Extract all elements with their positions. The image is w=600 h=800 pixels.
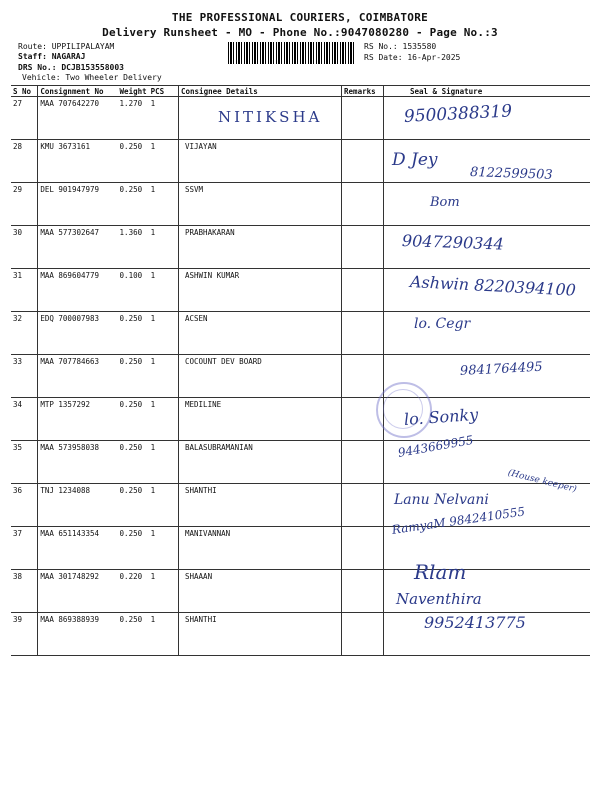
handwritten-consignee-27: NITIKSHA xyxy=(218,108,323,126)
cell-consignee: SHANTHI xyxy=(179,613,342,656)
signature-32: lo. Cegr xyxy=(414,316,471,332)
rs-number: RS No.: 1535580 xyxy=(364,42,437,51)
cell-sno: 31 xyxy=(11,269,38,312)
signature-36-note: (House keeper) xyxy=(506,468,578,495)
cell-sno: 39 xyxy=(11,613,38,656)
cell-remarks xyxy=(342,613,384,656)
cell-consignee: ACSEN xyxy=(179,312,342,355)
cell-consignment: MTP 1357292 xyxy=(38,398,118,441)
cell-consignee: PRABHAKARAN xyxy=(179,226,342,269)
drs-number: DRS No.: DCJB153558003 xyxy=(18,63,124,72)
signature-39-name: Naventhira xyxy=(396,590,482,608)
col-consignee: Consignee Details xyxy=(179,86,342,97)
cell-consignment: MAA 707784663 xyxy=(38,355,118,398)
cell-remarks xyxy=(342,441,384,484)
cell-pcs: 1 xyxy=(149,613,179,656)
cell-sno: 33 xyxy=(11,355,38,398)
cell-signature xyxy=(383,183,590,226)
cell-weight: 0.250 xyxy=(118,613,149,656)
cell-pcs: 1 xyxy=(149,398,179,441)
table-header-row xyxy=(11,86,590,97)
signature-37: RamyaM 9842410555 xyxy=(391,504,526,537)
cell-sno: 32 xyxy=(11,312,38,355)
cell-consignee: MANIVANNAN xyxy=(179,527,342,570)
cell-sno: 28 xyxy=(11,140,38,183)
table-row xyxy=(11,183,590,226)
cell-consignment: MAA 869604779 xyxy=(38,269,118,312)
cell-remarks xyxy=(342,355,384,398)
cell-consignment: EDQ 700007983 xyxy=(38,312,118,355)
cell-remarks xyxy=(342,97,384,140)
signature-29: Bom xyxy=(430,195,460,210)
cell-consignee: SSVM xyxy=(179,183,342,226)
cell-remarks xyxy=(342,570,384,613)
cell-consignment: MAA 651143354 xyxy=(38,527,118,570)
cell-pcs: 1 xyxy=(149,183,179,226)
cell-consignment: MAA 869388939 xyxy=(38,613,118,656)
cell-sno: 37 xyxy=(11,527,38,570)
vehicle: Vehicle: Two Wheeler Delivery xyxy=(22,73,162,82)
cell-consignee: COCOUNT DEV BOARD xyxy=(179,355,342,398)
table-row xyxy=(11,398,590,441)
table-row xyxy=(11,441,590,484)
cell-weight: 0.250 xyxy=(118,183,149,226)
document-title: THE PROFESSIONAL COURIERS, COIMBATORE xyxy=(171,11,429,24)
route: Route: UPPILIPALAYAM xyxy=(18,42,115,51)
cell-remarks xyxy=(342,312,384,355)
signature-30: 9047290344 xyxy=(401,231,505,254)
cell-weight: 1.270 xyxy=(118,97,149,140)
cell-pcs: 1 xyxy=(149,226,179,269)
cell-pcs: 1 xyxy=(149,140,179,183)
cell-remarks xyxy=(342,226,384,269)
signature-31: Ashwin 8220394100 xyxy=(409,272,577,300)
col-weight: Weight xyxy=(119,86,147,96)
cell-pcs: 1 xyxy=(149,97,179,140)
cell-consignment: MAA 707642270 xyxy=(38,97,118,140)
cell-consignee: SHAAAN xyxy=(179,570,342,613)
signature-38: Rlam xyxy=(414,560,467,584)
rs-date: RS Date: 16-Apr-2025 xyxy=(364,53,461,62)
cell-sno: 27 xyxy=(11,97,38,140)
cell-pcs: 1 xyxy=(149,441,179,484)
cell-sno: 29 xyxy=(11,183,38,226)
cell-weight: 0.250 xyxy=(118,484,149,527)
cell-weight: 0.250 xyxy=(118,527,149,570)
cell-sno: 38 xyxy=(11,570,38,613)
cell-pcs: 1 xyxy=(149,527,179,570)
col-signature: Seal & Signature xyxy=(383,86,590,97)
cell-pcs: 1 xyxy=(149,312,179,355)
cell-pcs: 1 xyxy=(149,570,179,613)
cell-consignee: MEDILINE xyxy=(179,398,342,441)
cell-consignment: DEL 901947979 xyxy=(38,183,118,226)
col-consignment: Consignment No xyxy=(38,86,118,97)
cell-weight: 0.250 xyxy=(118,312,149,355)
staff: Staff: NAGARAJ xyxy=(18,52,86,61)
cell-sno: 35 xyxy=(11,441,38,484)
cell-weight: 0.250 xyxy=(118,441,149,484)
signature-36: Lanu Nelvani xyxy=(394,492,489,508)
cell-consignee: SHANTHI xyxy=(179,484,342,527)
cell-weight: 0.250 xyxy=(118,140,149,183)
col-pcs: PCS xyxy=(149,86,179,97)
cell-consignee: VIJAYAN xyxy=(179,140,342,183)
table-row xyxy=(11,570,590,613)
cell-consignment: MAA 573958038 xyxy=(38,441,118,484)
signature-28-phone: 8122599503 xyxy=(469,165,553,183)
cell-pcs: 1 xyxy=(149,355,179,398)
signature-39-phone: 9952413775 xyxy=(424,613,526,632)
table-row xyxy=(11,527,590,570)
cell-consignment: MAA 577302647 xyxy=(38,226,118,269)
signature-27: 9500388319 xyxy=(403,101,513,127)
cell-weight: 0.250 xyxy=(118,398,149,441)
cell-consignment: MAA 301748292 xyxy=(38,570,118,613)
document-subtitle: Delivery Runsheet - MO - Phone No.:9047080280 - Page No.:3 xyxy=(102,26,498,39)
cell-sno: 34 xyxy=(11,398,38,441)
cell-consignee: ASHWIN KUMAR xyxy=(179,269,342,312)
cell-sno: 36 xyxy=(11,484,38,527)
cell-remarks xyxy=(342,140,384,183)
col-remarks: Remarks xyxy=(342,86,384,97)
cell-pcs: 1 xyxy=(149,484,179,527)
cell-remarks xyxy=(342,269,384,312)
cell-consignment: KMU 3673161 xyxy=(38,140,118,183)
cell-weight: 1.360 xyxy=(118,226,149,269)
cell-remarks xyxy=(342,484,384,527)
signature-28-name: D Jey xyxy=(392,150,438,170)
cell-weight: 0.100 xyxy=(118,269,149,312)
cell-consignment: TNJ 1234088 xyxy=(38,484,118,527)
cell-weight: 0.250 xyxy=(118,355,149,398)
signature-33: 9841764495 xyxy=(459,359,543,379)
signature-35: 9443669955 xyxy=(396,432,475,460)
col-sno: S No xyxy=(11,86,38,97)
signature-34: lo. Sonky xyxy=(403,404,479,429)
cell-sno: 30 xyxy=(11,226,38,269)
cell-remarks xyxy=(342,183,384,226)
table-row xyxy=(11,312,590,355)
cell-consignee: BALASUBRAMANIAN xyxy=(179,441,342,484)
barcode xyxy=(228,42,356,64)
cell-pcs: 1 xyxy=(149,269,179,312)
cell-weight: 0.220 xyxy=(118,570,149,613)
cell-remarks xyxy=(342,527,384,570)
